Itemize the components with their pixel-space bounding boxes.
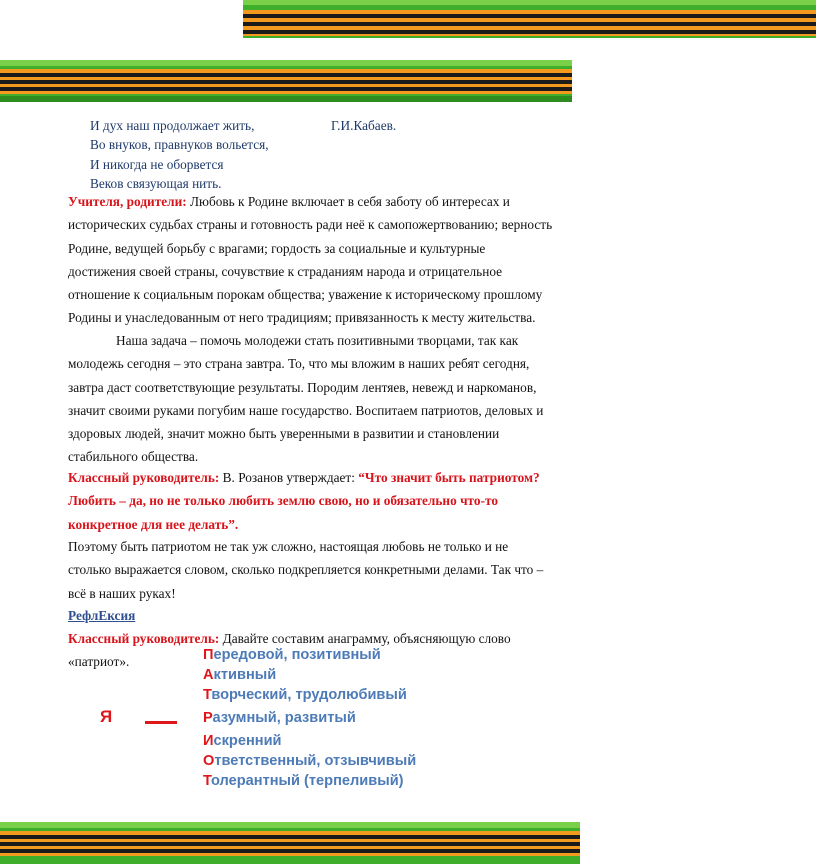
acrostic-word: ередовой, позитивный [213, 647, 381, 663]
acrostic-row [203, 753, 416, 769]
reflection-heading: РефлЕксия [68, 608, 136, 623]
acrostic-word: олерантный (терпеливый) [211, 773, 404, 789]
acrostic-letter: П [203, 647, 214, 663]
acrostic-letter: Р [203, 710, 213, 726]
acrostic-row [203, 647, 381, 663]
paragraph-our-task: Наша задача – помочь молодежи стать позитивными творцами, так как молодежь сегодня – это страна завтра. То, что мы вложим в наших ребят сегодня, завтра даст соответствующие результаты. Породим лентяев, невежд и наркоманов, значит своими руками погубим наше государство. Воспитаем патриотов, деловых и здоровых людей, значит можно быть уверенными в развитии и становлении стабильного общества. [68, 333, 544, 465]
poem-line: Веков связующая нить. [90, 175, 222, 191]
acrostic-row [203, 773, 404, 789]
paragraph-rozanov-quote [68, 466, 554, 536]
acrostic-row [203, 733, 282, 749]
paragraph-teachers-parents [68, 190, 554, 330]
acrostic-dash [145, 721, 177, 724]
paragraph-text: Любовь к Родине включает в себя заботу об интересах и исторических судьбах страны и готовность ради неё к самопожертвованию; верность Родине, ведущей борьбу с врагами; гордость за социальные и культурные достижения своей страны, сочувствие к страданиям народа и отрицательное отношение к социальным порокам общества; уважение к историческому прошлому Родины и унаследованным от него традициям; привязанность к месту жительства. [68, 194, 553, 326]
paragraph-text: Давайте составим анаграмму, объясняющую слово «патриот». [68, 631, 511, 670]
poem-line: Во внуков, правнуков вольется, [90, 137, 269, 153]
acrostic-word: ворческий, трудолюбивый [211, 687, 407, 703]
acrostic-word: тветственный, отзывчивый [214, 753, 417, 769]
acrostic-row [203, 710, 356, 726]
poem-line: И дух наш продолжает жить, [90, 118, 255, 133]
acrostic-word: ктивный [213, 667, 277, 683]
acrostic-row [203, 687, 407, 703]
paragraph-conclusion: Поэтому быть патриотом не так уж сложно, настоящая любовь не только и не столько выражается словом, сколько подкрепляется конкретными делами. Так что – всё в наших руках! [68, 539, 544, 601]
acrostic-word: скренний [213, 733, 282, 749]
poem-epigraph [90, 116, 269, 193]
acrostic-letter: Т [203, 687, 212, 703]
acrostic-letter: И [203, 733, 214, 749]
acrostic-pronoun: Я [100, 707, 113, 726]
poem-author: Г.И.Кабаев. [331, 118, 397, 133]
rozanov-quote: “Что значит быть патриотом? Любить – да, но не только любить землю свою, но и обязательно что-то конкретное для нее делать”. [68, 470, 540, 532]
ribbon-middle-decoration [0, 60, 572, 102]
poem-line: И никогда не оборвется [90, 156, 224, 172]
ribbon-top-decoration [243, 0, 816, 38]
speaker-label: Учителя, родители: [68, 194, 187, 209]
speaker-label: Классный руководитель: [68, 631, 220, 646]
speaker-label: Классный руководитель: [68, 470, 220, 485]
acrostic-letter: О [203, 753, 215, 769]
acrostic-row [203, 667, 276, 683]
acrostic-word: азумный, развитый [212, 710, 356, 726]
ribbon-bottom-decoration [0, 822, 580, 864]
acrostic-letter: Т [203, 773, 211, 789]
paragraph-text: В. Розанов утверждает: [219, 470, 359, 485]
acrostic-letter: А [203, 667, 214, 683]
